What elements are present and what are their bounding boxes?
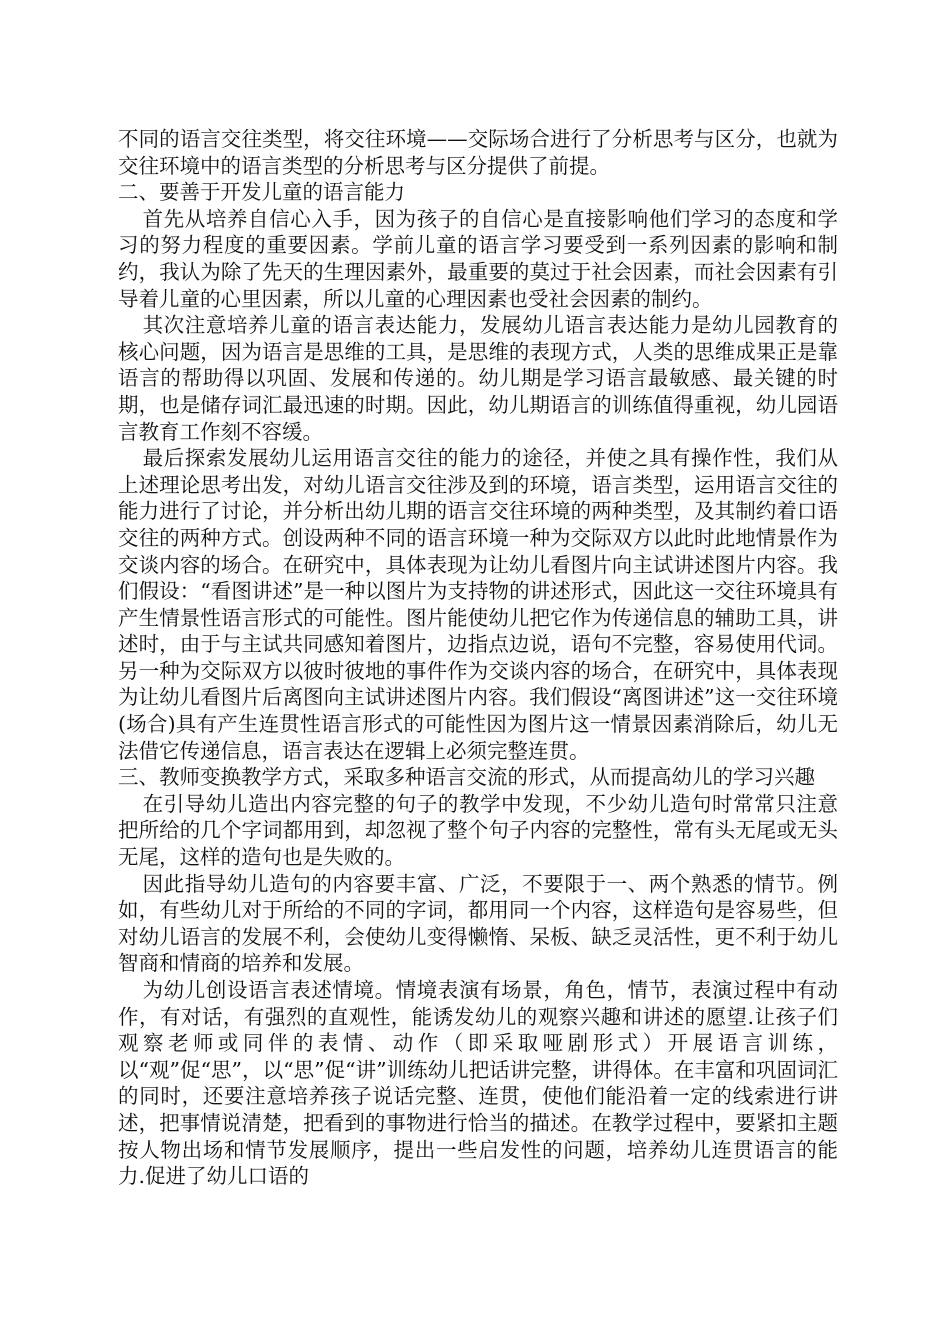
paragraph-sentence-making: 在引导幼儿造出内容完整的句子的教学中发现，不少幼儿造句时常常只注意把所给的几个字词都用到，却忽视了整个句子内容的完整性，常有头无尾或无头无尾，这样的造句也是失败的。	[118, 791, 838, 870]
section-heading-3: 三、教师变换教学方式，采取多种语言交流的形式，从而提高幼儿的学习兴趣	[118, 765, 815, 790]
section-heading-2: 二、要善于开发儿童的语言能力	[118, 180, 405, 205]
paragraph-communication-approach: 最后探索发展幼儿运用语言交往的能力的途径，并使之具有操作性，我们从上述理论思考出发，对幼儿语言交往涉及到的环境，语言类型，运用语言交往的能力进行了讨论，并分析出幼儿期的语言交往环境的两种类型，及其制约着口语交往的两种方式。创设两种不同的语言环境一种为交际双方以此时此地情景作为交谈内容的场合。在研究中，具体表现为让幼儿看图片向主试讲述图片内容。我们假设：“看图讲述”是一种以图片为支持物的讲述形式，因此这一交往环境具有产生情景性语言形式的可能性。图片能使幼儿把它作为传递信息的辅助工具，讲述时，由于与主试共同感知着图片，边指点边说，语句不完整，容易使用代词。另一种为交际双方以彼时彼地的事件作为交谈内容的场合，在研究中，具体表现为让幼儿看图片后离图向主试讲述图片内容。我们假设“离图讲述”这一交往环境(场合)具有产生连贯性语言形式的可能性因为图片这一情景因素消除后，幼儿无法借它传递信息，语言表达在逻辑上必须完整连贯。	[118, 446, 838, 763]
document-body	[118, 126, 838, 1190]
paragraph-expression-ability: 其次注意培养儿童的语言表达能力，发展幼儿语言表达能力是幼儿园教育的核心问题，因为语言是思维的工具，是思维的表现方式，人类的思维成果正是靠语言的帮助得以巩固、发展和传递的。幼儿期是学习语言最敏感、最关键的时期，也是储存词汇最迅速的时期。因此，幼儿期语言的训练值得重视，幼儿园语言教育工作刻不容缓。	[118, 313, 838, 444]
paragraph-self-confidence: 首先从培养自信心入手，因为孩子的自信心是直接影响他们学习的态度和学习的努力程度的重要因素。学前儿童的语言学习要受到一系列因素的影响和制约，我认为除了先天的生理因素外，最重要的莫过于社会因素，而社会因素有引导着儿童的心里因素，所以儿童的心理因素也受社会因素的制约。	[118, 206, 838, 311]
paragraph-rich-content: 因此指导幼儿造句的内容要丰富、广泛，不要限于一、两个熟悉的情节。例如，有些幼儿对于所给的不同的字词，都用同一个内容，这样造句是容易些，但对幼儿语言的发展不利，会使幼儿变得懒惰、呆板、缺乏灵活性，更不利于幼儿智商和情商的培养和发展。	[118, 871, 838, 976]
paragraph-situational-expression: 为幼儿创设语言表述情境。情境表演有场景，角色，情节，表演过程中有动作，有对话，有强烈的直观性，能诱发幼儿的观察兴趣和讲述的愿望.让孩子们观察老师或同伴的表情、动作（即采取哑剧形式）开展语言训练，以“观”促“思”，以“思”促“讲”训练幼儿把话讲完整，讲得体。在丰富和巩固词汇的同时，还要注意培养孩子说话完整、连贯，使他们能沿着一定的线索进行讲述，把事情说清楚，把看到的事物进行恰当的描述。在教学过程中，要紧扣主题按人物出场和情节发展顺序，提出一些启发性的问题，培养幼儿连贯语言的能力.促进了幼儿口语的	[118, 978, 838, 1189]
paragraph-continuation: 不同的语言交往类型，将交往环境——交际场合进行了分析思考与区分，也就为交往环境中的语言类型的分析思考与区分提供了前提。	[118, 127, 838, 178]
